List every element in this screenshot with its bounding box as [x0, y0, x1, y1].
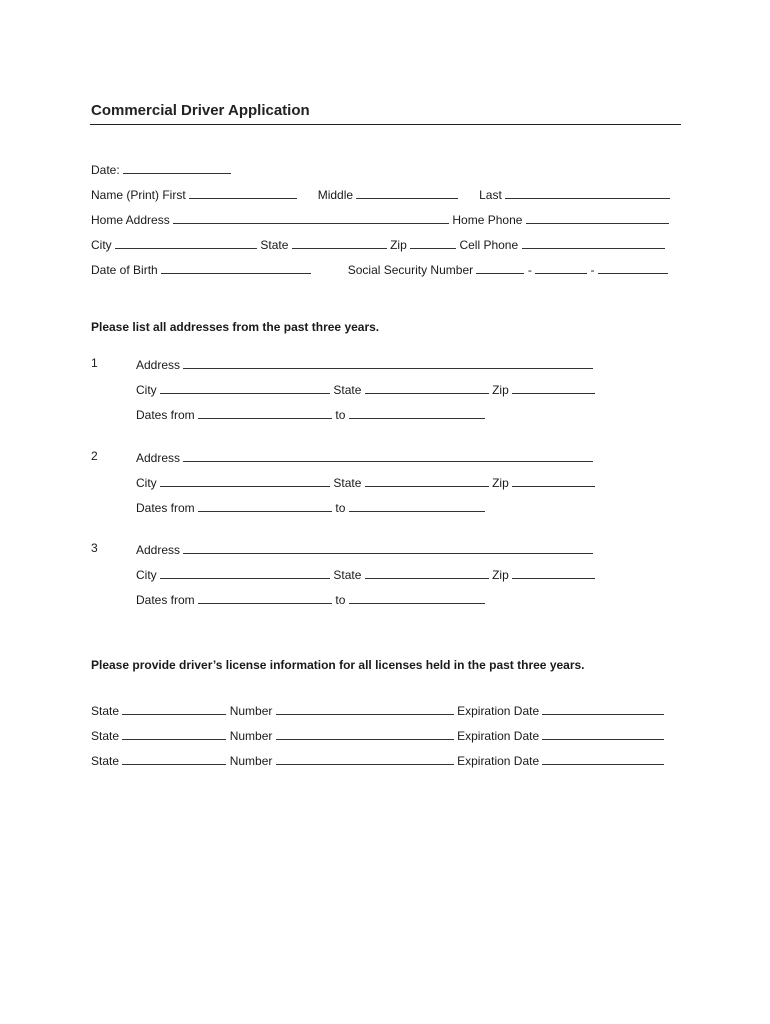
zip-label: Zip	[492, 568, 509, 582]
license-number-label: Number	[229, 704, 273, 718]
license-expiration-label: Expiration Date	[457, 754, 540, 768]
dates-to-label: to	[335, 408, 346, 422]
dates-from-field[interactable]	[198, 499, 332, 512]
address-dates-row	[136, 406, 485, 422]
date-row	[91, 161, 231, 177]
ssn-label: Social Security Number	[347, 263, 474, 277]
ssn-field-2[interactable]	[535, 261, 587, 274]
city-field[interactable]	[115, 236, 257, 249]
dob-label: Date of Birth	[91, 263, 158, 277]
city-label: City	[91, 238, 112, 252]
license-expiration-label: Expiration Date	[457, 704, 540, 718]
city-field[interactable]	[160, 474, 330, 487]
address-label: Address	[136, 451, 181, 465]
license-row	[91, 752, 664, 768]
address-label: Address	[136, 543, 181, 557]
address-row	[136, 449, 593, 465]
dates-from-label: Dates from	[136, 408, 195, 422]
state-label: State	[333, 568, 362, 582]
city-label: City	[136, 383, 157, 397]
state-field[interactable]	[365, 566, 489, 579]
middle-name-field[interactable]	[356, 186, 458, 199]
first-name-field[interactable]	[189, 186, 297, 199]
license-state-field[interactable]	[122, 752, 226, 765]
addresses-heading: Please list all addresses from the past three years.	[91, 320, 380, 334]
first-name-label: Name (Print) First	[91, 188, 186, 202]
license-state-label: State	[91, 704, 120, 718]
address-dates-row	[136, 499, 485, 515]
license-expiration-field[interactable]	[542, 702, 664, 715]
address-city-row	[136, 381, 595, 397]
dates-from-field[interactable]	[198, 406, 332, 419]
cell-phone-field[interactable]	[522, 236, 665, 249]
license-expiration-field[interactable]	[542, 727, 664, 740]
zip-field[interactable]	[410, 236, 456, 249]
zip-label: Zip	[390, 238, 407, 252]
address-entry-number: 2	[91, 449, 98, 463]
address-label: Address	[136, 358, 181, 372]
name-row	[91, 186, 670, 202]
address-entry-number: 3	[91, 541, 98, 555]
licenses-heading: Please provide driver’s license information for all licenses held in the past three years.	[91, 658, 585, 672]
dates-to-field[interactable]	[349, 591, 485, 604]
middle-name-label: Middle	[317, 188, 354, 202]
license-row	[91, 727, 664, 743]
address-row	[136, 356, 593, 372]
last-name-field[interactable]	[505, 186, 670, 199]
address-entry-number: 1	[91, 356, 98, 370]
address-city-row	[136, 474, 595, 490]
license-expiration-field[interactable]	[542, 752, 664, 765]
license-state-label: State	[91, 754, 120, 768]
license-state-field[interactable]	[122, 702, 226, 715]
state-label: State	[333, 476, 362, 490]
zip-field[interactable]	[512, 474, 595, 487]
license-state-label: State	[91, 729, 120, 743]
license-number-label: Number	[229, 754, 273, 768]
home-phone-field[interactable]	[526, 211, 669, 224]
zip-field[interactable]	[512, 381, 595, 394]
dates-to-field[interactable]	[349, 499, 485, 512]
license-state-field[interactable]	[122, 727, 226, 740]
city-label: City	[136, 476, 157, 490]
date-field[interactable]	[123, 161, 231, 174]
dates-from-label: Dates from	[136, 593, 195, 607]
state-label: State	[333, 383, 362, 397]
last-name-label: Last	[479, 188, 502, 202]
dob-field[interactable]	[161, 261, 311, 274]
address-city-row	[136, 566, 595, 582]
zip-label: Zip	[492, 383, 509, 397]
city-field[interactable]	[160, 566, 330, 579]
ssn-field-1[interactable]	[476, 261, 524, 274]
license-number-field[interactable]	[276, 752, 454, 765]
form-title: Commercial Driver Application	[91, 102, 310, 119]
city-field[interactable]	[160, 381, 330, 394]
license-expiration-label: Expiration Date	[457, 729, 540, 743]
state-field[interactable]	[292, 236, 387, 249]
license-number-field[interactable]	[276, 702, 454, 715]
home-address-label: Home Address	[91, 213, 170, 227]
title-underline	[90, 124, 681, 125]
address-field[interactable]	[183, 356, 593, 369]
dates-from-label: Dates from	[136, 501, 195, 515]
state-field[interactable]	[365, 474, 489, 487]
dates-to-label: to	[335, 593, 346, 607]
license-number-label: Number	[229, 729, 273, 743]
state-field[interactable]	[365, 381, 489, 394]
address-field[interactable]	[183, 541, 593, 554]
license-number-field[interactable]	[276, 727, 454, 740]
city-label: City	[136, 568, 157, 582]
cell-phone-label: Cell Phone	[459, 238, 519, 252]
home-phone-label: Home Phone	[452, 213, 523, 227]
address-row	[136, 541, 593, 557]
state-label: State	[260, 238, 289, 252]
ssn-field-3[interactable]	[598, 261, 668, 274]
dates-to-field[interactable]	[349, 406, 485, 419]
city-row	[91, 236, 665, 252]
ssn-separator: -	[590, 263, 595, 277]
dob-row	[91, 261, 668, 277]
zip-field[interactable]	[512, 566, 595, 579]
ssn-separator: -	[527, 263, 532, 277]
address-field[interactable]	[183, 449, 593, 462]
home-address-row	[91, 211, 669, 227]
zip-label: Zip	[492, 476, 509, 490]
home-address-field[interactable]	[173, 211, 449, 224]
date-label: Date:	[91, 163, 120, 177]
address-dates-row	[136, 591, 485, 607]
license-row	[91, 702, 664, 718]
dates-from-field[interactable]	[198, 591, 332, 604]
dates-to-label: to	[335, 501, 346, 515]
